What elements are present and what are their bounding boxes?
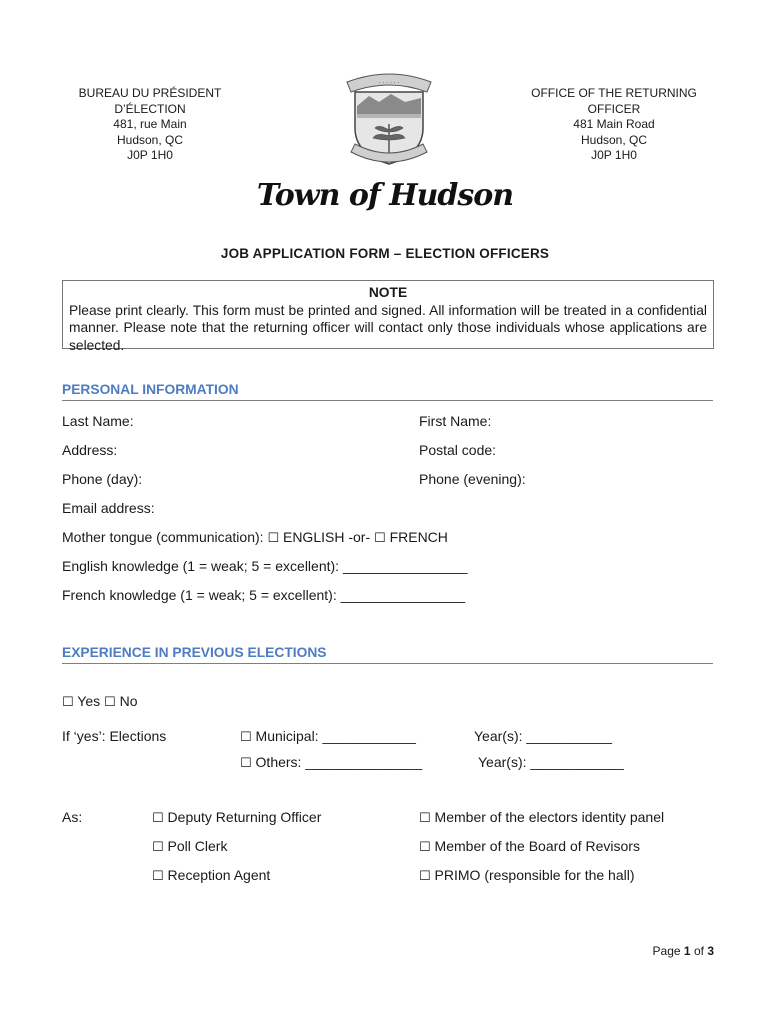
- role-option: [419, 809, 664, 826]
- role-option: [419, 867, 635, 884]
- role-option: [152, 867, 270, 884]
- french-office-address: [70, 86, 230, 164]
- mother-tongue-label: Mother tongue (communication):: [62, 529, 264, 545]
- postal-code-label: Postal code:: [419, 442, 497, 458]
- role-option: [152, 809, 321, 826]
- as-label: As:: [62, 809, 83, 825]
- role-label: PRIMO (responsible for the hall): [434, 867, 635, 883]
- role-checkbox[interactable]: ☐: [419, 811, 431, 826]
- phone-evening-label: Phone (evening):: [419, 471, 526, 487]
- french-knowledge-field[interactable]: French knowledge (1 = weak; 5 = excellent): ________________: [62, 587, 466, 603]
- address-line: 481, rue Main: [113, 117, 187, 131]
- mother-tongue-row: [62, 529, 448, 546]
- of-word: of: [693, 944, 704, 958]
- others-label[interactable]: Others: _______________: [255, 754, 423, 770]
- french-option-label: FRENCH: [389, 529, 448, 545]
- last-name-label: Last Name:: [62, 413, 134, 429]
- town-name: Town of Hudson: [256, 178, 514, 213]
- note-title: NOTE: [368, 285, 408, 300]
- note-box: [62, 280, 714, 353]
- address-line: D’ÉLECTION: [114, 101, 186, 116]
- english-knowledge-field[interactable]: English knowledge (1 = weak; 5 = excellent): ________________: [62, 558, 468, 574]
- english-option-label: ENGLISH: [282, 529, 345, 545]
- municipal-row: [240, 728, 416, 745]
- page-current: 1: [683, 944, 691, 958]
- yes-label: Yes: [77, 693, 101, 709]
- town-crest-icon: [333, 66, 445, 170]
- address-line: J0P 1H0: [127, 148, 173, 162]
- section-heading-experience: EXPERIENCE IN PREVIOUS ELECTIONS: [62, 645, 713, 664]
- page-word: Page: [652, 944, 681, 958]
- role-checkbox[interactable]: ☐: [152, 869, 164, 884]
- role-checkbox[interactable]: ☐: [419, 869, 431, 884]
- first-name-label: First Name:: [419, 413, 492, 429]
- address-label: Address:: [62, 442, 118, 458]
- section-heading-personal: PERSONAL INFORMATION: [62, 382, 713, 401]
- yes-no-row: [62, 693, 137, 710]
- yes-checkbox[interactable]: ☐: [62, 695, 74, 710]
- phone-day-label: Phone (day):: [62, 471, 143, 487]
- role-label: Reception Agent: [167, 867, 271, 883]
- english-office-address: [525, 86, 703, 164]
- others-checkbox[interactable]: ☐: [240, 756, 252, 771]
- address-line: OFFICER: [587, 101, 641, 116]
- note-text: Please print clearly. This form must be printed and signed. All information will be treated in a confidential manner. Please note that the returning officer will contact only those individuals whose applications are selected.: [69, 302, 707, 353]
- address-line: Hudson, QC: [580, 132, 648, 147]
- address-line: BUREAU DU PRÉSIDENT: [78, 86, 222, 100]
- page-number: [653, 944, 714, 958]
- role-option: [419, 838, 640, 855]
- others-row: [240, 754, 422, 771]
- no-label: No: [119, 693, 138, 709]
- or-label: -or-: [348, 529, 371, 545]
- form-title: JOB APPLICATION FORM – ELECTION OFFICERS: [220, 246, 550, 261]
- role-checkbox[interactable]: ☐: [152, 840, 164, 855]
- municipal-years-field[interactable]: Year(s): ___________: [474, 728, 613, 744]
- address-line: J0P 1H0: [591, 148, 637, 162]
- role-option: [152, 838, 227, 855]
- email-label: Email address:: [62, 500, 155, 516]
- role-label: Member of the electors identity panel: [434, 809, 665, 825]
- municipal-checkbox[interactable]: ☐: [240, 730, 252, 745]
- address-line: OFFICE OF THE RETURNING: [531, 86, 697, 100]
- role-label: Member of the Board of Revisors: [434, 838, 640, 854]
- page-total: 3: [707, 944, 714, 958]
- if-yes-label: If ‘yes’: Elections: [62, 728, 167, 744]
- svg-text:· · · · · ·: · · · · · ·: [378, 80, 400, 87]
- no-checkbox[interactable]: ☐: [104, 695, 116, 710]
- role-label: Poll Clerk: [167, 838, 228, 854]
- others-years-field[interactable]: Year(s): ____________: [478, 754, 624, 770]
- role-label: Deputy Returning Officer: [167, 809, 322, 825]
- address-line: Hudson, QC: [116, 132, 184, 147]
- role-checkbox[interactable]: ☐: [152, 811, 164, 826]
- english-checkbox[interactable]: ☐: [267, 531, 280, 546]
- role-checkbox[interactable]: ☐: [419, 840, 431, 855]
- french-checkbox[interactable]: ☐: [374, 531, 386, 546]
- municipal-label[interactable]: Municipal: ____________: [255, 728, 416, 744]
- address-line: 481 Main Road: [573, 117, 655, 131]
